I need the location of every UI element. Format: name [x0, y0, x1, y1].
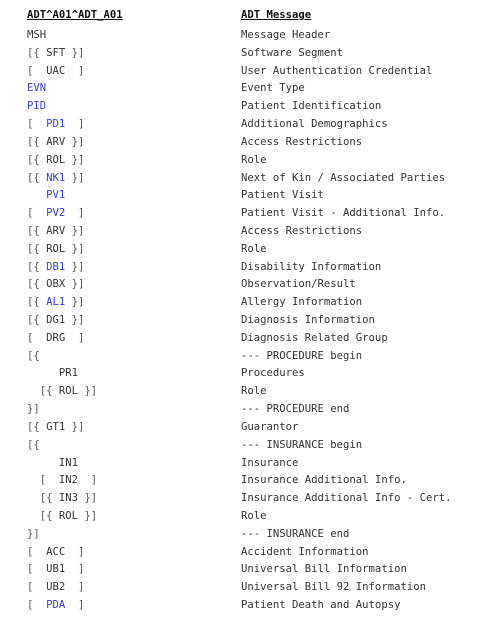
optional-bracket-open: [{: [27, 278, 47, 291]
segment-code: ROL: [58, 385, 79, 398]
optional-bracket-open: [{: [27, 296, 47, 309]
segment-cell: [27, 170, 84, 188]
segment-cell: [27, 437, 40, 455]
table-row: [0, 63, 491, 81]
segment-code: ARV: [46, 135, 66, 148]
optional-bracket-close: }]: [78, 492, 98, 505]
segment-cell: [27, 597, 84, 615]
table-row: [0, 116, 491, 134]
optional-bracket-open: [: [27, 118, 47, 131]
table-row: [0, 455, 491, 473]
segment-cell: [27, 472, 97, 490]
table-header: [0, 9, 491, 26]
segment-description: Guarantor: [241, 420, 299, 433]
segment-description: User Authentication Credential: [241, 64, 433, 77]
table-row: [0, 80, 491, 98]
segment-cell: [27, 508, 97, 526]
segment-description: Role: [241, 509, 267, 522]
segment-description: Procedures: [241, 367, 305, 380]
table-row: [0, 205, 491, 223]
table-row: [0, 276, 491, 294]
optional-bracket-close: ]: [65, 563, 85, 576]
optional-bracket-open: [{: [27, 135, 47, 148]
optional-bracket-open: [27, 457, 59, 469]
optional-bracket-open: [: [27, 563, 47, 576]
table-row: [0, 508, 491, 526]
segment-code-link[interactable]: AL1: [46, 296, 66, 309]
segment-cell: [27, 490, 97, 508]
segment-cell: [27, 419, 84, 437]
segment-description: Access Restrictions: [241, 224, 363, 237]
segment-code: ACC: [46, 545, 66, 558]
segment-code-link[interactable]: NK1: [46, 171, 66, 184]
optional-bracket-open: [{: [27, 46, 47, 59]
segment-code: UB1: [46, 563, 66, 576]
table-row: [0, 348, 491, 366]
segment-description: Role: [241, 153, 267, 166]
segment-cell: [27, 45, 84, 63]
segment-cell: [27, 401, 40, 419]
table-row: [0, 544, 491, 562]
segment-cell: [27, 134, 84, 152]
table-row: [0, 561, 491, 579]
optional-bracket-open: [{: [27, 492, 59, 505]
segment-code: ROL: [46, 242, 66, 255]
segment-description: Universal Bill Information: [241, 563, 407, 576]
table-row: [0, 259, 491, 277]
optional-bracket-close: ]: [65, 331, 85, 344]
table-row: [0, 152, 491, 170]
table-row: [0, 27, 491, 45]
segment-code: ARV: [46, 224, 66, 237]
table-row: [0, 490, 491, 508]
segment-code: PR1: [58, 367, 79, 380]
optional-bracket-close: }]: [65, 314, 85, 326]
optional-bracket-open: [: [27, 545, 47, 558]
optional-bracket-open: [{: [27, 260, 47, 273]
segment-cell: [27, 544, 84, 562]
segment-code-link[interactable]: PV2: [46, 207, 66, 220]
segment-description: Patient Identification: [241, 100, 382, 113]
optional-bracket-close: }]: [65, 135, 85, 148]
optional-bracket-close: }]: [65, 260, 85, 273]
segment-cell: [27, 579, 84, 597]
segment-description: Software Segment: [241, 46, 344, 59]
segment-cell: [27, 561, 84, 579]
segment-cell: [27, 152, 84, 170]
table-row: [0, 223, 491, 241]
segment-code: ROL: [58, 509, 79, 522]
table-row: [0, 187, 491, 205]
segment-code: OBX: [46, 278, 66, 291]
segment-code: IN1: [58, 456, 79, 469]
segment-description: --- PROCEDURE begin: [241, 349, 363, 362]
table-row: [0, 383, 491, 401]
segment-description: Diagnosis Information: [241, 314, 375, 326]
optional-bracket-open: [{: [27, 385, 59, 398]
segment-cell: [27, 116, 84, 134]
optional-bracket-open: [{: [27, 509, 59, 522]
segment-cell: [27, 276, 84, 294]
optional-bracket-close: }]: [65, 242, 85, 255]
message-column-header: ADT Message: [241, 9, 312, 21]
segment-description: Next of Kin / Associated Parties: [241, 171, 446, 184]
table-row: [0, 45, 491, 63]
segment-cell: [27, 383, 97, 401]
optional-bracket-open: [: [27, 581, 47, 594]
segment-cell: [27, 27, 46, 45]
segment-description: Event Type: [241, 82, 305, 95]
segment-cell: [27, 526, 40, 544]
optional-bracket-open: [: [27, 207, 47, 220]
table-row: [0, 241, 491, 259]
segment-cell: [27, 312, 84, 330]
optional-bracket-close: ]: [65, 581, 85, 594]
optional-bracket-open: [{: [27, 171, 47, 184]
segment-code-link[interactable]: PV1: [46, 189, 66, 202]
optional-bracket-open: [{: [27, 242, 47, 255]
table-row: [0, 330, 491, 348]
table-row: [0, 437, 491, 455]
segment-cell: [27, 187, 65, 205]
segment-description: --- INSURANCE begin: [241, 438, 363, 451]
optional-bracket-close: ]: [65, 118, 85, 131]
segment-description: Insurance: [241, 456, 299, 469]
segment-description: Disability Information: [241, 260, 382, 273]
optional-bracket-open: [{: [27, 314, 47, 326]
optional-bracket-open: [: [27, 64, 47, 77]
table-row: [0, 134, 491, 152]
segment-cell: [27, 205, 84, 223]
segment-cell: [27, 80, 46, 98]
optional-bracket-open: [: [27, 331, 47, 344]
optional-bracket-open: [{: [27, 224, 47, 237]
segment-code: UAC: [46, 64, 66, 77]
optional-bracket-close: }]: [65, 278, 85, 291]
table-row: [0, 579, 491, 597]
segment-list: [0, 27, 491, 615]
optional-bracket-close: }]: [65, 171, 85, 184]
segment-cell: [27, 348, 40, 366]
optional-bracket-close: }]: [65, 46, 85, 59]
table-row: [0, 597, 491, 615]
segment-description: Observation/Result: [241, 278, 356, 291]
segment-code-link[interactable]: EVN: [27, 82, 47, 95]
optional-bracket-close: ]: [65, 545, 85, 558]
segment-cell: [27, 259, 84, 277]
segment-description: --- PROCEDURE end: [241, 403, 350, 416]
segment-description: Message Header: [241, 29, 331, 41]
segment-code-link[interactable]: PDA: [46, 599, 66, 611]
segment-code: UB2: [46, 581, 66, 594]
table-row: [0, 170, 491, 188]
optional-bracket-close: ]: [65, 64, 85, 77]
optional-bracket-open: }]: [27, 527, 40, 540]
segment-cell: [27, 455, 78, 473]
table-row: [0, 472, 491, 490]
segment-description: Insurance Additional Info.: [241, 474, 407, 487]
table-row: [0, 365, 491, 383]
segment-code-link[interactable]: PID: [27, 100, 47, 113]
segment-description: Allergy Information: [241, 296, 363, 309]
segment-code: GT1: [46, 420, 66, 433]
segment-code-link[interactable]: PD1: [46, 118, 66, 131]
optional-bracket-open: [: [27, 474, 59, 487]
segment-description: Additional Demographics: [241, 118, 388, 131]
segment-description: Patient Visit - Additional Info.: [241, 207, 446, 220]
segment-code: ROL: [46, 153, 66, 166]
segment-code: IN3: [58, 492, 79, 505]
segment-cell: [27, 63, 84, 81]
optional-bracket-close: }]: [78, 509, 98, 522]
segment-cell: [27, 330, 84, 348]
table-row: [0, 401, 491, 419]
segment-code: DG1: [46, 314, 66, 326]
optional-bracket-close: ]: [78, 474, 98, 487]
segment-cell: [27, 294, 84, 312]
optional-bracket-open: [{: [27, 420, 47, 433]
table-row: [0, 312, 491, 330]
segment-cell: [27, 223, 84, 241]
segment-description: --- INSURANCE end: [241, 527, 350, 540]
segment-code-link[interactable]: DB1: [46, 260, 66, 273]
optional-bracket-close: }]: [65, 224, 85, 237]
segment-description: Role: [241, 385, 267, 398]
optional-bracket-open: [{: [27, 153, 47, 166]
segment-description: Universal Bill 92 Information: [241, 581, 426, 594]
optional-bracket-open: [: [27, 599, 47, 611]
segment-cell: [27, 98, 46, 116]
segment-description: Accident Information: [241, 545, 369, 558]
segment-code: DRG: [46, 331, 66, 344]
table-row: [0, 98, 491, 116]
optional-bracket-close: }]: [65, 153, 85, 166]
segment-description: Diagnosis Related Group: [241, 331, 388, 344]
optional-bracket-close: ]: [65, 599, 85, 611]
segment-description: Patient Visit: [241, 189, 324, 202]
optional-bracket-open: [{: [27, 349, 40, 362]
optional-bracket-open: [27, 367, 59, 379]
optional-bracket-close: }]: [65, 420, 85, 433]
optional-bracket-close: }]: [78, 385, 98, 398]
table-row: [0, 526, 491, 544]
optional-bracket-close: ]: [65, 207, 85, 220]
segment-code: SFT: [46, 46, 66, 59]
table-row: [0, 294, 491, 312]
optional-bracket-open: [27, 189, 46, 201]
table-row: [0, 419, 491, 437]
segment-code: MSH: [27, 29, 47, 41]
optional-bracket-close: }]: [65, 296, 85, 309]
structure-column-header: ADT^A01^ADT_A01: [27, 9, 123, 21]
segment-description: Insurance Additional Info - Cert.: [241, 492, 452, 505]
segment-description: Access Restrictions: [241, 135, 363, 148]
segment-description: Role: [241, 242, 267, 255]
segment-description: Patient Death and Autopsy: [241, 599, 401, 611]
segment-code: IN2: [58, 474, 79, 487]
optional-bracket-open: [{: [27, 438, 40, 451]
optional-bracket-open: }]: [27, 403, 40, 416]
segment-cell: [27, 241, 84, 259]
segment-cell: [27, 365, 78, 383]
